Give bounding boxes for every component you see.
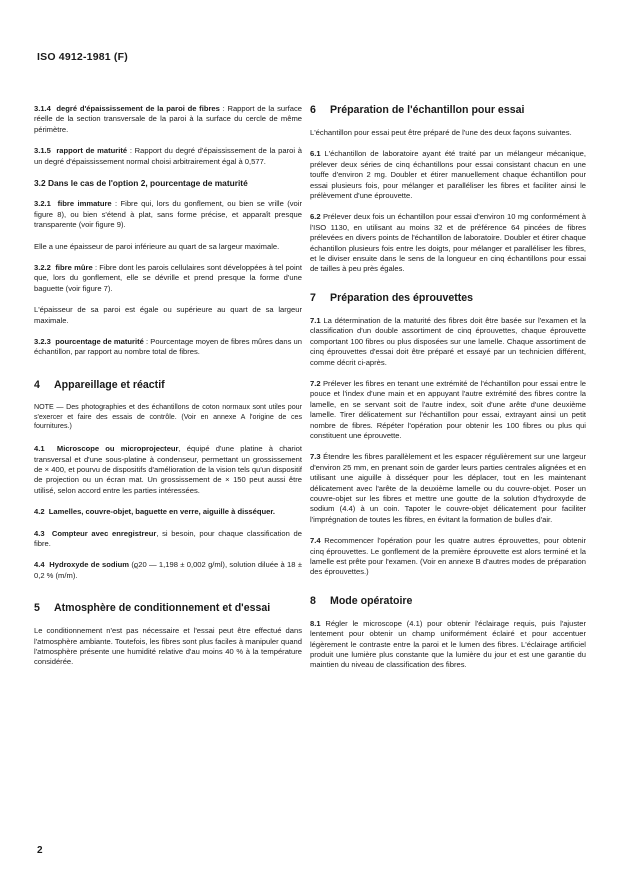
clause-3-2-1-note: Elle a une épaisseur de paroi inférieure au quart de sa largeur maximale. <box>34 241 280 251</box>
clause-term: pourcentage de maturité <box>55 336 144 346</box>
clause-text: La détermination de la maturité des fibres doit être basée sur l'examen et la classification d'un double assortiment de cinq éprouvettes, chaque éprouvette comportant 100 fibres ou plus disposées sur une lamelle. Chaque assortiment de cinq éprouvettes d'essai doit être préparé et essayé par un technicien différent, comme décrit ci-après. <box>310 315 586 367</box>
clause-text: Prélever les fibres en tenant une extrémité de l'échantillon pour essai entre le pouce et l'index d'une main et en appuyant l'autre extrémité des fibres contre la lamelle, en se servant soit de l'autre index, soit d'une arête d'une deuxième lamelle. Tirer délicatement sur l'échantillon pour essai, extrayant ainsi un petit nombre de fibres. Répéter l'opération pour obtenir les 100 fibres ou plus qui constituent une éprouvette. <box>310 378 586 440</box>
clause-number: 4.4 <box>34 560 45 570</box>
clause-number: 4.3 <box>34 528 45 538</box>
section-title: Préparation de l'échantillon pour essai <box>330 104 525 116</box>
clause-number: 3.2.3 <box>34 336 51 346</box>
clause-number: 3.2.1 <box>34 199 51 209</box>
clause-term: Lamelles, couvre-objet, baguette en verre, aiguille à disséquer. <box>48 507 276 517</box>
clause-8-1 <box>310 619 586 671</box>
clause-4-4 <box>34 560 302 581</box>
clause-text: L'échantillon de laboratoire ayant été traité par un mélangeur mécanique, prélever deux séries de cinq échantillons pour essai consistant chacun en une touffe d'environ 2 mg. Doubler et étirer manuellement chaque échantillon pour essai plusieurs fois, pour mélanger et paralléliser les fibres et faciliter ainsi le prélèvement d'une éprouvette. <box>310 149 586 201</box>
clause-term: Microscope ou microprojecteur <box>56 444 179 454</box>
clause-7-1 <box>310 316 586 368</box>
clause-text: Régler le microscope (4.1) pour obtenir l'éclairage requis, puis l'ajuster lentement pour obtenir un champ uniformément éclairé et pour accentuer légèrement le contraste entre la paroi et le lumen des fibres. L'éclairage artificiel produit une lumière plus constante que la lumière du jour et est une garantie du maintien du niveau de classification des fibres. <box>310 618 586 670</box>
section-6-heading <box>310 104 586 116</box>
clause-number: 7.2 <box>310 378 321 388</box>
clause-number: 8.1 <box>310 618 321 628</box>
clause-number: 6.1 <box>310 149 321 159</box>
clause-text: : Fibre dont les parois cellulaires sont développées à tel point que, lors du gonflement, elle se dévrille et prend presque la forme d'une baguette (voir figure 7). <box>34 262 302 293</box>
clause-text: , équipé d'une platine à chariot transversal et d'une sous-platine à condenseur, permettant un grossissement de × 400, et pourvu de dispositifs d'amélioration de la vision tels qu'un dispositif de projection ou un écran mat. Un grossissement de × 150 peut aussi être utilisé, selon accord entre les parties intéressées. <box>34 444 302 495</box>
clause-term: degré d'épaississement de la paroi de fibres <box>56 104 220 113</box>
clause-number: 7.4 <box>310 536 321 546</box>
clause-number: 6.2 <box>310 212 321 222</box>
clause-term: Hydroxyde de sodium <box>49 560 130 570</box>
section-4-heading <box>34 379 302 391</box>
clause-4-1 <box>34 444 302 496</box>
clause-7-3 <box>310 452 586 525</box>
clause-3-1-5 <box>34 146 302 167</box>
page-number: 2 <box>37 845 43 856</box>
clause-term: Compteur avec enregistreur <box>51 528 157 538</box>
clause-3-2-2 <box>34 263 302 294</box>
clause-text: : Rapport de la surface réelle de la section transversale de la paroi à la surface du cercle de même périmètre. <box>34 104 302 134</box>
clause-3-2-3 <box>34 337 302 358</box>
clause-text: Prélever deux fois un échantillon pour essai d'environ 10 mg conformément à l'ISO 1130, en utilisant au moins 32 et de préférence 64 pincées de fibres prélevées en divers points de l'échantillon de laboratoire. Doubler et étirer chaque échantillon plusieurs fois entre les doigts, pour mélanger et paralléliser les fibres, et le diviser ensuite dans le sens de la longueur en cinq échantillons pour essai de tailles à peu près égales. <box>310 212 586 274</box>
clause-3-2-1 <box>34 199 302 230</box>
clause-text: : Fibre qui, lors du gonflement, ou bien se vrille (voir figure 8), ou bien s'étend à plat, sans forme précise, et apparaît presque transparente (voir figure 9). <box>34 199 302 230</box>
left-column <box>34 104 302 679</box>
document-header: ISO 4912-1981 (F) <box>37 51 128 63</box>
clause-term: fibre mûre <box>55 262 93 272</box>
clause-4-3 <box>34 529 302 550</box>
clause-6-2 <box>310 212 586 274</box>
clause-number: 4.1 <box>34 444 45 454</box>
section-title: Mode opératoire <box>330 594 413 607</box>
clause-term: fibre immature <box>57 199 112 209</box>
clause-text: Recommencer l'opération pour les quatre autres éprouvettes, pour obtenir cinq éprouvettes. Le gonflement de la première éprouvette est alors terminé et la lamelle est prête pour l'examen. (Voir en annexe B d'autres modes de préparation des éprouvettes.) <box>310 536 586 577</box>
section-title: Appareillage et réactif <box>54 378 165 391</box>
clause-6-intro: L'échantillon pour essai peut être préparé de l'une des deux façons suivantes. <box>310 128 572 137</box>
section-number: 7 <box>310 291 316 304</box>
clause-3-2-2-note: L'épaisseur de sa paroi est égale ou supérieure au quart de sa largeur maximale. <box>34 305 302 325</box>
clause-6-1 <box>310 149 586 201</box>
section-number: 6 <box>310 104 316 116</box>
section-title: Préparation des éprouvettes <box>330 291 474 304</box>
section-number: 8 <box>310 594 316 607</box>
clause-number: 3.1.4 <box>34 104 51 113</box>
clause-text: Étendre les fibres parallèlement et les espacer régulièrement sur une largeur d'environ 25 mm, en prenant soin de garder leurs parties centrales alignées et en utilisant une aiguille à disséquer pour les déplacer, tout en les maintenant délicatement avec l'arête de la deuxième lamelle ou du couvre-objet. Poser un couvre-objet sur les fibres et mettre une goutte de la solution d'hydroxyde de sodium (4.4) à un coin. Tapoter le couvre-objet délicatement pour faciliter l'imprégnation de toutes les fibres, en évitant la formation de bulles d'air. <box>310 452 586 524</box>
clause-text: : Pourcentage moyen de fibres mûres dans un échantillon, par rapport au nombre total de fibres. <box>34 336 302 357</box>
section-7-heading <box>310 292 586 304</box>
clause-term: rapport de maturité <box>56 146 128 156</box>
clause-text: , si besoin, pour chaque classification de fibre. <box>34 528 302 549</box>
clause-text: (ϱ20 — 1,198 ± 0,002 g/ml), solution diluée à 18 ± 0,2 % (m/m). <box>34 560 302 580</box>
section-5-heading <box>34 602 302 614</box>
clause-number: 7.1 <box>310 315 321 325</box>
clause-number: 7.3 <box>310 452 321 462</box>
right-column <box>310 104 586 682</box>
clause-3-1-4 <box>34 104 302 135</box>
note-4: NOTE — Des photographies et des échantillons de coton normaux sont utiles pour s'exercer et faire des essais de contrôle. (Voir en annexe A l'origine de ces fournitures.) <box>34 402 302 431</box>
section-8-heading <box>310 595 586 607</box>
section-number: 5 <box>34 602 40 615</box>
clause-number: 3.1.5 <box>34 146 51 156</box>
clause-7-4 <box>310 536 586 578</box>
clause-number: 3.2.2 <box>34 262 51 272</box>
clause-text: : Rapport du degré d'épaississement de la paroi à un degré d'épaississement normal choisi arbitrairement égal à 0,577. <box>34 146 302 166</box>
clause-number: 4.2 <box>34 507 45 517</box>
clause-7-2 <box>310 379 586 441</box>
clause-4-2 <box>34 507 302 517</box>
section-number: 4 <box>34 378 40 391</box>
clause-5: Le conditionnement n'est pas nécessaire et l'essai peut être effectué dans l'atmosphère ambiante. Toutefois, les fibres sont plus faciles à manipuler quand l'atmosphère présente une humidité relative d'au moins 40 % à la température considérée. <box>34 626 302 667</box>
subsection-3-2-heading: 3.2 Dans le cas de l'option 2, pourcentage de maturité <box>34 178 248 189</box>
section-title: Atmosphère de conditionnement et d'essai <box>54 602 271 615</box>
